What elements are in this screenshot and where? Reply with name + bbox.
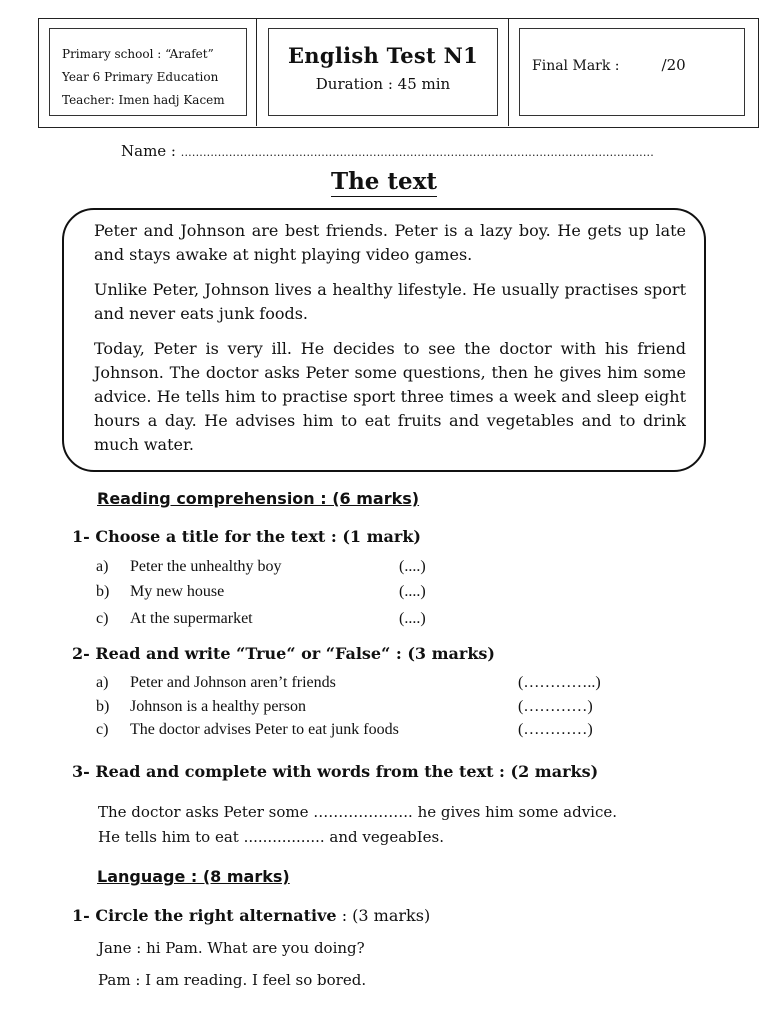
option-text: Peter the unhealthy boy (130, 558, 282, 575)
question-2-heading (72, 644, 495, 663)
final-mark-label: Final Mark : (532, 58, 620, 74)
question-1-text: Choose a title for the text : (1 mark) (95, 527, 421, 546)
option-text: My new house (130, 583, 225, 600)
q1-option-a (96, 558, 282, 576)
header-table (38, 18, 759, 128)
option-text: Johnson is a healthy person (130, 698, 306, 715)
text-paragraph-3: Today, Peter is very ill. He decides to see the doctor with his friend Johnson. The doctor asks Peter some questions, then he gives him some advice. He tells him to practise sport three times a week and sleep eight hours a day. He advises him to eat fruits and vegetables and to drink much water. (94, 339, 686, 454)
test-title: English Test N1 (287, 43, 479, 68)
section-title-text: The text (330, 168, 438, 195)
school-name: Primary school : “Arafet” (62, 47, 214, 61)
school-info-box (49, 28, 247, 116)
test-duration: Duration : 45 min (315, 75, 451, 93)
question-1-heading (72, 527, 421, 546)
option-letter: c) (96, 721, 109, 738)
option-text: The doctor advises Peter to eat junk foods (130, 721, 399, 738)
final-mark-cell (509, 19, 758, 126)
question-3-number: 3- (72, 762, 96, 781)
section-title (0, 168, 768, 195)
question-2-text: Read and write “True“ or “False“ : (3 marks) (95, 644, 495, 663)
teacher-name: Teacher: Imen hadj Kacem (62, 93, 225, 107)
final-mark-value: /20 (661, 56, 686, 74)
school-info-cell (39, 19, 257, 126)
option-text: Peter and Johnson aren’t friends (130, 674, 336, 691)
question-3-heading (72, 762, 598, 781)
question-3-text: Read and complete with words from the text : (2 marks) (95, 762, 599, 781)
q2-statement-b (96, 698, 306, 716)
grade-level: Year 6 Primary Education (62, 70, 219, 84)
question-2-number: 2- (72, 644, 96, 663)
q1-option-c (96, 610, 253, 628)
final-mark (532, 56, 744, 74)
q1-option-b (96, 583, 224, 601)
student-name-line (121, 142, 654, 160)
language-question-1-heading (72, 906, 430, 925)
language-question-1-marks: : (3 marks) (336, 906, 431, 925)
question-1-number: 1- (72, 527, 96, 546)
q3-line-1: The doctor asks Peter some ……………….. he gives him some advice. (98, 803, 618, 821)
name-label: Name : (121, 142, 176, 160)
reading-text-box (62, 208, 706, 472)
language-question-1-text: Circle the right alternative (95, 906, 337, 925)
q1-option-a-blank: (....) (399, 558, 426, 575)
language-question-1-number: 1- (72, 906, 96, 925)
name-blank: ................................................................................................................................ (180, 146, 654, 159)
final-mark-box (519, 28, 745, 116)
dialog-line-2: Pam : I am reading. I feel so bored. (98, 971, 367, 989)
option-text: At the supermarket (130, 610, 253, 627)
q1-option-c-blank: (....) (399, 610, 426, 627)
q1-option-b-blank: (....) (399, 583, 426, 600)
text-paragraph-2: Unlike Peter, Johnson lives a healthy lifestyle. He usually practises sport and never eats junk foods. (94, 280, 686, 323)
test-title-box (268, 28, 498, 116)
option-letter: c) (96, 610, 109, 627)
q2-statement-c (96, 721, 399, 739)
option-letter: a) (96, 558, 109, 575)
reading-comprehension-heading: Reading comprehension : (6 marks) (97, 489, 420, 508)
option-letter: a) (96, 674, 109, 691)
q2-statement-a (96, 674, 336, 692)
q2-statement-b-blank: (…………) (518, 698, 593, 715)
q2-statement-a-blank: (…………..) (518, 674, 601, 691)
q2-statement-c-blank: (…………) (518, 721, 593, 738)
q3-line-2: He tells him to eat ................. and vegeabIes. (98, 828, 445, 846)
option-letter: b) (96, 698, 110, 715)
test-title-cell (257, 19, 509, 126)
language-heading: Language : (8 marks) (97, 867, 290, 886)
text-paragraph-1: Peter and Johnson are best friends. Peter is a lazy boy. He gets up late and stays awake at night playing video games. (94, 221, 686, 264)
option-letter: b) (96, 583, 110, 600)
dialog-line-1: Jane : hi Pam. What are you doing? (98, 939, 365, 957)
